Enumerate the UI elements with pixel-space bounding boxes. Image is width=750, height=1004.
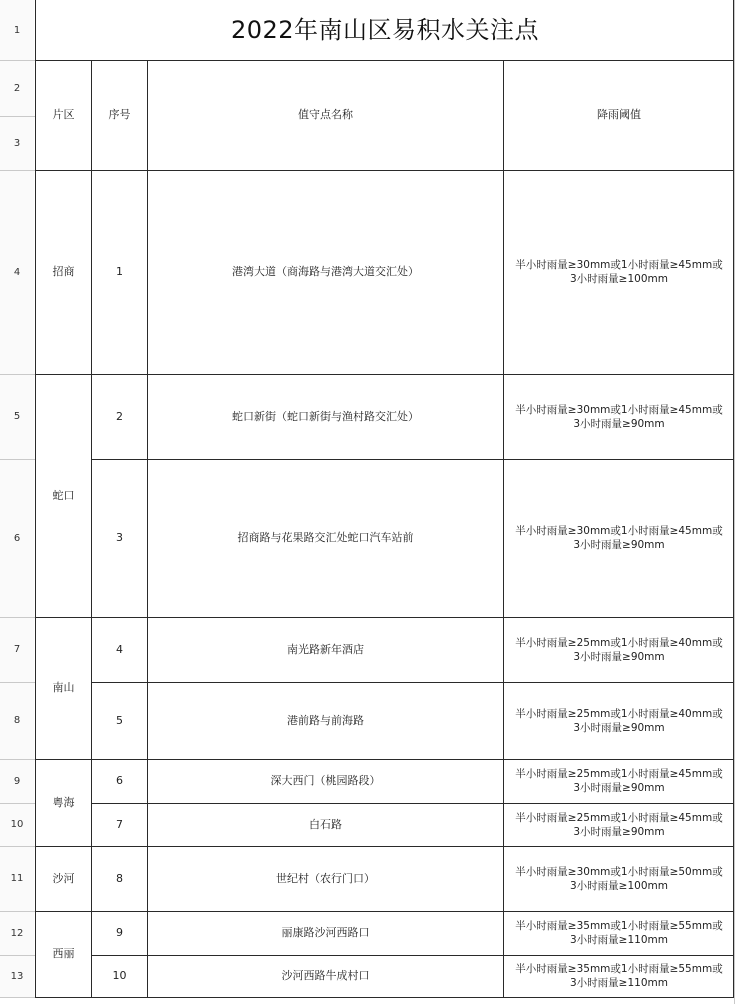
table-border [91, 803, 734, 804]
header-seq[interactable]: 序号 [108, 108, 131, 121]
site-cell[interactable]: 深大西门（桃园路段） [270, 774, 381, 787]
gridline [0, 459, 35, 460]
header-district[interactable]: 片区 [52, 108, 75, 121]
gridline [0, 374, 35, 375]
header-site[interactable]: 值守点名称 [298, 108, 353, 121]
site-cell[interactable]: 世纪村（农行门口） [276, 871, 375, 885]
row-header-11[interactable]: 11 [0, 846, 34, 911]
row-header-12[interactable]: 12 [0, 911, 34, 955]
gridline [0, 682, 35, 683]
site-cell[interactable]: 港湾大道（商海路与港湾大道交汇处） [232, 265, 419, 278]
threshold-cell[interactable]: 半小时雨量≥25mm或1小时雨量≥45mm或3小时雨量≥90mm [515, 768, 723, 794]
seq-cell[interactable]: 9 [116, 926, 123, 939]
table-border [35, 60, 734, 61]
gridline [734, 0, 735, 1004]
gridline [0, 60, 35, 61]
row-header-9[interactable]: 9 [0, 759, 34, 803]
gridline [0, 955, 35, 956]
seq-cell[interactable]: 8 [116, 871, 123, 885]
site-cell[interactable]: 蛇口新街（蛇口新街与渔村路交汇处） [232, 409, 419, 423]
threshold-cell[interactable]: 半小时雨量≥30mm或1小时雨量≥45mm或3小时雨量≥100mm [515, 259, 723, 285]
site-cell[interactable]: 白石路 [309, 817, 342, 831]
table-border [35, 374, 734, 375]
table-border [35, 617, 734, 618]
table-border [733, 0, 734, 998]
gridline [0, 911, 35, 912]
seq-cell[interactable]: 4 [116, 642, 123, 656]
table-border [35, 911, 734, 912]
district-cell[interactable]: 西丽 [52, 947, 75, 960]
threshold-cell[interactable]: 半小时雨量≥35mm或1小时雨量≥55mm或3小时雨量≥110mm [515, 963, 723, 989]
district-cell[interactable]: 蛇口 [52, 488, 75, 502]
table-border [147, 60, 148, 998]
row-header-6[interactable]: 6 [0, 459, 34, 617]
gridline [0, 846, 35, 847]
seq-cell[interactable]: 5 [116, 713, 123, 727]
gridline [0, 803, 35, 804]
row-header-3[interactable]: 3 [0, 116, 34, 170]
district-cell[interactable]: 南山 [52, 681, 75, 694]
row-header-8[interactable]: 8 [0, 682, 34, 759]
site-cell[interactable]: 招商路与花果路交汇处蛇口汽车站前 [237, 531, 414, 544]
row-header-13[interactable]: 13 [0, 955, 34, 997]
table-border [35, 170, 734, 171]
gridline [0, 759, 35, 760]
gridline [0, 170, 35, 171]
header-threshold[interactable]: 降雨阈值 [597, 108, 641, 121]
table-border [35, 0, 36, 998]
table-border [35, 759, 734, 760]
table-border [91, 60, 92, 998]
district-cell[interactable]: 粤海 [52, 795, 75, 809]
district-cell[interactable]: 沙河 [52, 871, 75, 885]
site-cell[interactable]: 沙河西路牛成村口 [281, 969, 370, 982]
row-header-2[interactable]: 2 [0, 60, 34, 116]
threshold-cell[interactable]: 半小时雨量≥30mm或1小时雨量≥45mm或3小时雨量≥90mm [515, 403, 723, 430]
seq-cell[interactable]: 3 [116, 531, 123, 544]
row-header-7[interactable]: 7 [0, 617, 34, 682]
row-header-1[interactable]: 1 [0, 0, 34, 60]
row-header-5[interactable]: 5 [0, 374, 34, 459]
threshold-cell[interactable]: 半小时雨量≥25mm或1小时雨量≥40mm或3小时雨量≥90mm [515, 707, 723, 734]
table-border [35, 846, 734, 847]
seq-cell[interactable]: 2 [116, 409, 123, 423]
gridline [0, 617, 35, 618]
gridline [0, 997, 35, 998]
row-header-4[interactable]: 4 [0, 170, 34, 374]
table-border [35, 997, 734, 998]
sheet-title[interactable]: 2022年南山区易积水关注点 [230, 16, 540, 44]
seq-cell[interactable]: 6 [116, 774, 123, 787]
threshold-cell[interactable]: 半小时雨量≥25mm或1小时雨量≥45mm或3小时雨量≥90mm [515, 811, 723, 838]
seq-cell[interactable]: 10 [112, 969, 127, 982]
site-cell[interactable]: 南光路新年酒店 [287, 642, 364, 656]
table-border [91, 682, 734, 683]
seq-cell[interactable]: 7 [116, 817, 123, 831]
threshold-cell[interactable]: 半小时雨量≥30mm或1小时雨量≥50mm或3小时雨量≥100mm [515, 865, 723, 892]
row-header-10[interactable]: 10 [0, 803, 34, 846]
site-cell[interactable]: 港前路与前海路 [287, 713, 364, 727]
seq-cell[interactable]: 1 [116, 265, 123, 278]
gridline [0, 116, 35, 117]
district-cell[interactable]: 招商 [52, 265, 75, 278]
threshold-cell[interactable]: 半小时雨量≥25mm或1小时雨量≥40mm或3小时雨量≥90mm [515, 636, 723, 663]
threshold-cell[interactable]: 半小时雨量≥30mm或1小时雨量≥45mm或3小时雨量≥90mm [515, 525, 723, 551]
table-border [503, 60, 504, 998]
table-border [91, 459, 734, 460]
threshold-cell[interactable]: 半小时雨量≥35mm或1小时雨量≥55mm或3小时雨量≥110mm [515, 920, 723, 946]
table-border [91, 955, 734, 956]
site-cell[interactable]: 丽康路沙河西路口 [281, 926, 370, 939]
